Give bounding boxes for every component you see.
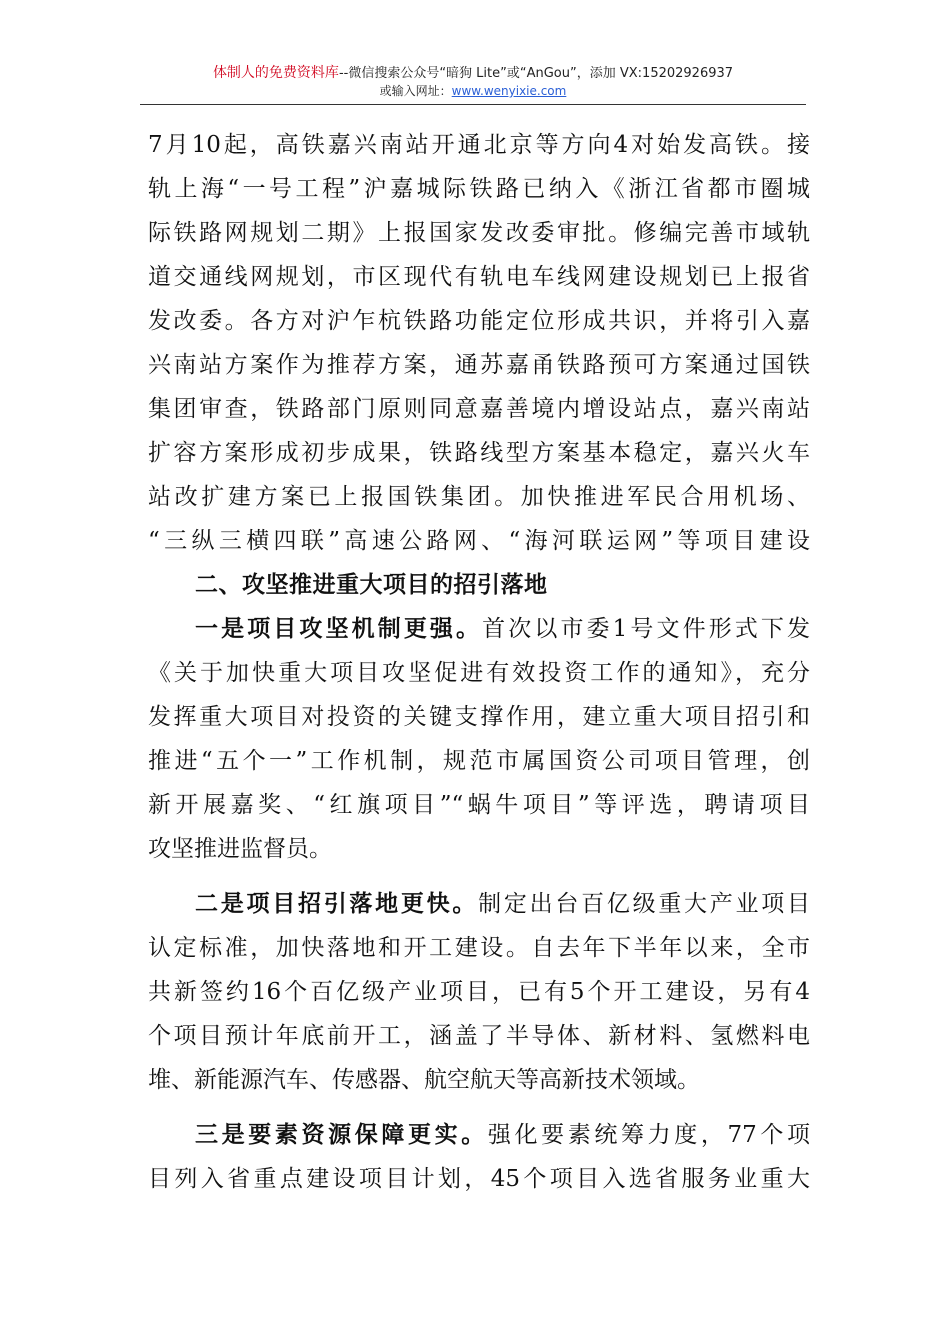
text-line: 推进“五个一”工作机制，规范市属国资公司项目管理，创 bbox=[148, 748, 810, 774]
paragraph-lead: 三是要素资源保障更实。 bbox=[195, 1122, 488, 1148]
page-header bbox=[140, 64, 806, 100]
text-line: 攻坚推进监督员。 bbox=[148, 836, 332, 862]
text-line: 集团审查，铁路部门原则同意嘉善境内增设站点，嘉兴南站 bbox=[148, 396, 810, 422]
header-url-prefix: 或输入网址： bbox=[379, 84, 452, 98]
text-line: 际铁路网规划二期》上报国家发改委审批。修编完善市域轨 bbox=[148, 220, 810, 246]
text-line: 7月10起，高铁嘉兴南站开通北京等方向4对始发高铁。接 bbox=[148, 132, 810, 158]
paragraph-mechanism bbox=[148, 607, 810, 871]
header-contact: --微信搜索公众号“暗狗 Lite”或“AnGou”，添加 VX:15202926937 bbox=[338, 66, 734, 81]
text-line bbox=[148, 882, 810, 926]
text-line: 发改委。各方对沪乍杭铁路功能定位形成共识，并将引入嘉 bbox=[148, 308, 810, 334]
text-line: 认定标准，加快落地和开工建设。自去年下半年以来，全市 bbox=[148, 935, 810, 961]
paragraph-resources bbox=[148, 1113, 810, 1201]
paragraph-investment bbox=[148, 882, 810, 1102]
text-line: 轨上海“一号工程”沪嘉城际铁路已纳入《浙江省都市圈城 bbox=[148, 176, 810, 202]
header-line-2 bbox=[140, 83, 806, 100]
text-line: 《关于加快重大项目攻坚促进有效投资工作的通知》，充分 bbox=[148, 660, 810, 686]
text-line: 扩容方案形成初步成果，铁路线型方案基本稳定，嘉兴火车 bbox=[148, 440, 810, 466]
text-line bbox=[148, 607, 810, 651]
text-line bbox=[148, 1113, 810, 1157]
text-line: 新开展嘉奖、“红旗项目”“蜗牛项目”等评选，聘请项目 bbox=[148, 792, 810, 818]
paragraph-text: 首次以市委1号文件形式下发 bbox=[482, 616, 811, 642]
text-line: “三纵三横四联”高速公路网、“海河联运网”等项目建设 bbox=[148, 528, 810, 554]
text-line: 个项目预计年底前开工，涵盖了半导体、新材料、氢燃料电 bbox=[148, 1023, 810, 1049]
text-line: 道交通线网规划，市区现代有轨电车线网建设规划已上报省 bbox=[148, 264, 810, 290]
header-divider bbox=[140, 104, 806, 105]
text-line: 发挥重大项目对投资的关键支撑作用，建立重大项目招引和 bbox=[148, 704, 810, 730]
text-line: 堆、新能源汽车、传感器、航空航天等高新技术领域。 bbox=[148, 1067, 700, 1093]
paragraph-text: 制定出台百亿级重大产业项目 bbox=[478, 891, 811, 917]
paragraph-lead: 二是项目招引落地更快。 bbox=[195, 891, 479, 917]
paragraph-lead: 一是项目攻坚机制更强。 bbox=[195, 616, 483, 642]
header-brand: 体制人的免费资料库 bbox=[212, 65, 339, 81]
text-line: 共新签约16个百亿级产业项目，已有5个开工建设，另有4 bbox=[148, 979, 810, 1005]
text-line: 兴南站方案作为推荐方案，通苏嘉甬铁路预可方案通过国铁 bbox=[148, 352, 810, 378]
document-body bbox=[148, 123, 810, 1201]
section-heading: 二、攻坚推进重大项目的招引落地 bbox=[195, 572, 548, 598]
header-url-link[interactable]: www.wenyixie.com bbox=[451, 84, 567, 98]
text-line: 站改扩建方案已上报国铁集团。加快推进军民合用机场、 bbox=[148, 484, 810, 510]
header-line-1 bbox=[140, 64, 806, 83]
paragraph-text: 强化要素统筹力度，77个项 bbox=[487, 1122, 810, 1148]
paragraph-railway bbox=[148, 123, 810, 563]
text-line: 目列入省重点建设项目计划，45个项目入选省服务业重大 bbox=[148, 1166, 810, 1192]
